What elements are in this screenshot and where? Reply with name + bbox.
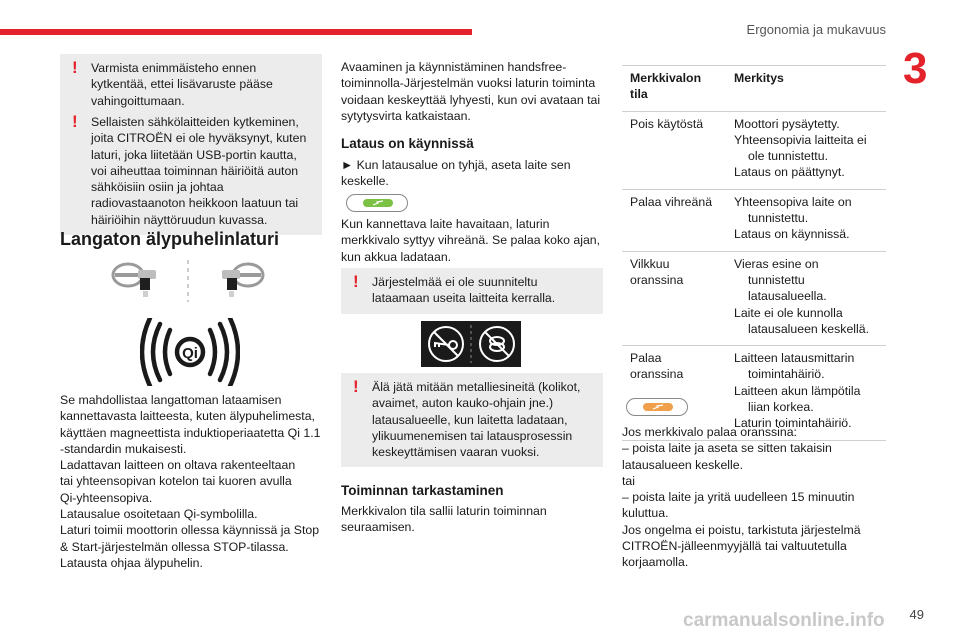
section-title: Ergonomia ja mukavuus [746, 22, 886, 37]
warning-box-metal-objects [341, 373, 603, 467]
heading-function-check: Toiminnan tarkastaminen [341, 483, 504, 498]
section-heading-wireless-charger: Langaton älypuhelinlaturi [60, 229, 280, 249]
heading-charging-in-progress: Lataus on käynnissä [341, 136, 474, 151]
table-cell-state: Palaa vihreänä [622, 189, 726, 251]
body-line: latausalueen keskelle. [622, 457, 743, 472]
body-line: korjaamolla. [622, 555, 689, 570]
table-cell-meaning: Vieras esine on tunnistettu latausalueella. Laite ei ole kunnolla latausalueen keskellä. [726, 251, 886, 345]
page-number: 49 [909, 607, 924, 622]
warning-text: Järjestelmää ei ole suunniteltu lataamaan useita laitteita kerralla. [372, 275, 556, 306]
warning-text: Varmista enimmäisteho ennen kytkentää, ettei lisävaruste pääse vahingoittumaan. [91, 61, 273, 108]
table-cell-meaning: Laitteen latausmittarin toimintahäiriö. Laitteen akun lämpötila liian korkea. Laturin toimintahäiriö. [726, 346, 886, 440]
charger-indicator-icon [626, 398, 688, 416]
body-line: CITROËN-jälleenmyyjällä tai valtuutetulla [622, 539, 847, 554]
watermark: carmanualsonline.info [683, 610, 885, 631]
table-row [622, 111, 886, 189]
table-header-row [622, 66, 886, 112]
warning-exclamation-icon: ! [72, 112, 78, 131]
warning-text: Älä jätä mitään metalliesineitä (kolikot, avaimet, auton kauko-ohjain jne.) latausalueelle, kun laitetta ladataan, ylikuumenemisen tai latausprosessin keskeyttämisen vaaran vuoksi. [372, 380, 581, 460]
no-metal-objects-icon [421, 321, 521, 367]
table-cell-state: Pois käytöstä [622, 111, 726, 189]
orange-indicator-instructions [622, 424, 886, 571]
body-line: tai [622, 473, 635, 488]
charger-description [60, 392, 322, 571]
charger-indicator-icon [346, 194, 408, 212]
qi-wireless-icon [140, 318, 240, 386]
table-cell-meaning: Moottori pysäytetty. Yhteensopivia laitteita ei ole tunnistettu. Lataus on päättynyt. [726, 111, 886, 189]
body-line: Qi-yhteensopiva. [60, 490, 153, 505]
table-cell-state: Palaa oranssina [622, 346, 726, 440]
device-detected-paragraph: Kun kannettava laite havaitaan, laturin merkkivalo syttyy vihreänä. Se palaa koko ajan, kun akkua ladataan. [341, 217, 601, 264]
chapter-number: 3 [903, 44, 928, 93]
table-row [622, 189, 886, 251]
warning-box-electrical [60, 108, 322, 235]
header-accent-bar [0, 29, 472, 35]
warning-exclamation-icon: ! [353, 377, 359, 396]
table-header: Merkkivalon tila [622, 66, 726, 112]
warning-text: Sellaisten sähkölaitteiden kytkeminen, joita CITROËN ei ole hyväksynyt, kuten laturi, joka liitetään USB-portin kautta, voi aiheuttaa toiminnan häiriöitä auton sähköisiin osiin ja johtaa radiovastaanoton heikkoon laatuun tai häiriöihin näyttöruudun kuvassa. [91, 115, 307, 227]
body-line: tai yhteensopivan kotelon tai kuoren avulla [60, 474, 292, 489]
indicator-led-orange [643, 403, 673, 411]
body-line: Ladattavan laitteen on oltava rakenteeltaan [60, 458, 296, 473]
body-line: -standardin mukaisesti. [60, 441, 187, 456]
body-line: käyttäen magneettista induktioperiaatetta Qi 1.1 [60, 425, 321, 440]
intro-paragraph: Avaaminen ja käynnistäminen handsfree-toiminnolla-Järjestelmän vuoksi laturin toiminta voidaan keskeyttää lyhyesti, kun ovi avataan tai sytytysvirta katkaistaan. [341, 60, 601, 123]
indicator-led-green [363, 199, 393, 207]
warning-exclamation-icon: ! [72, 58, 78, 77]
body-line: Latausalue osoitetaan Qi-symbolilla. [60, 507, 258, 522]
function-check-paragraph: Merkkivalon tila sallii laturin toiminnan seuraamisen. [341, 504, 547, 535]
body-line: kuluttua. [622, 506, 669, 521]
steering-wheel-icon [100, 258, 276, 304]
step-place-device: ► Kun latausalue on tyhjä, aseta laite sen keskelle. [341, 158, 571, 189]
body-line: Jos ongelma ei poistu, tarkistuta järjestelmä [622, 522, 861, 537]
indicator-status-table [622, 65, 886, 441]
body-line: Laturi toimii moottorin ollessa käynnissä ja Stop [60, 523, 320, 538]
warning-box-max-power [60, 54, 322, 116]
body-line: Jos merkkivalo palaa oranssina: [622, 425, 797, 439]
body-line: – poista laite ja yritä uudelleen 15 minuutin [622, 490, 855, 505]
table-header: Merkitys [726, 66, 886, 112]
table-cell-state: Vilkkuu oranssina [622, 251, 726, 345]
left-wheel-illustration [113, 264, 156, 297]
warning-box-multiple-devices [341, 268, 603, 314]
body-line: Se mahdollistaa langattoman lataamisen [60, 393, 282, 407]
body-line: Latausta ohjaa älypuhelin. [60, 555, 203, 570]
body-line: & Start-järjestelmän ollessa STOP-tilassa. [60, 539, 289, 554]
right-wheel-illustration [222, 264, 263, 297]
body-line: kannettavasta laitteesta, kuten älypuhelimesta, [60, 409, 315, 424]
qi-label: Qi [182, 345, 198, 362]
warning-exclamation-icon: ! [353, 272, 359, 291]
table-row [622, 251, 886, 345]
body-line: – poista laite ja aseta se sitten takaisin [622, 441, 832, 456]
table-cell-meaning: Yhteensopiva laite on tunnistettu. Lataus on käynnissä. [726, 189, 886, 251]
